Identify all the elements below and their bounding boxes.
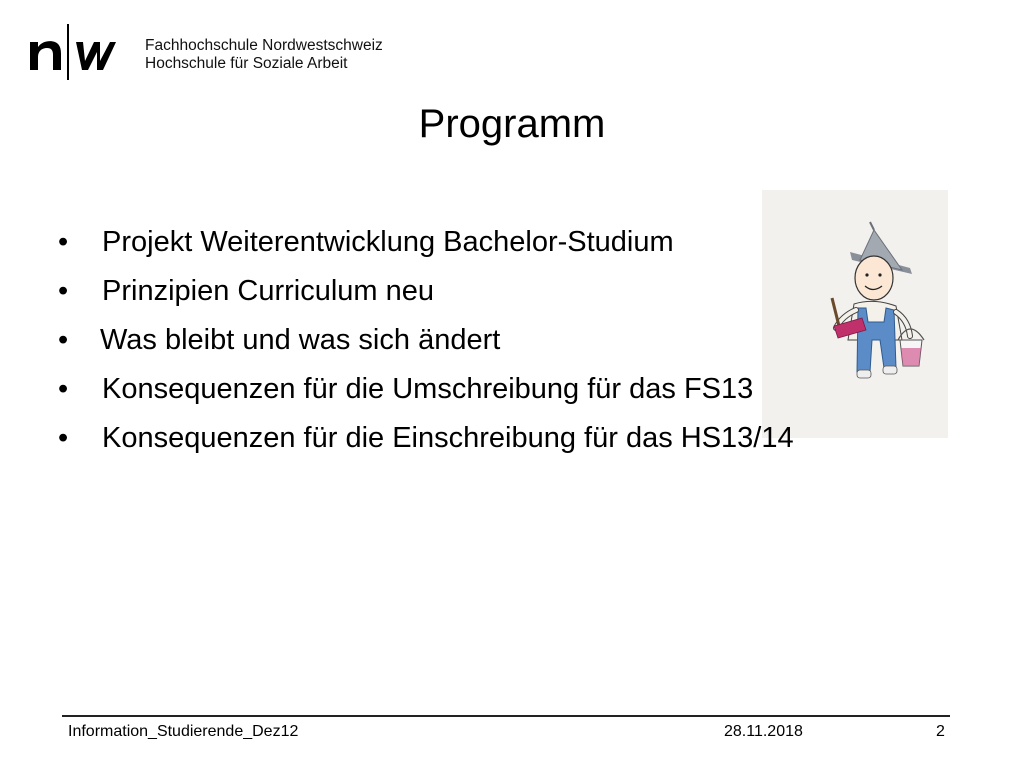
footer-divider — [62, 715, 950, 717]
institution-line-2: Hochschule für Soziale Arbeit — [145, 55, 348, 72]
bullet-marker: • — [58, 422, 69, 454]
footer-page-number: 2 — [936, 723, 945, 740]
bullet-text: Projekt Weiterentwicklung Bachelor-Studium — [102, 226, 674, 258]
bullet-text: Was bleibt und was sich ändert — [100, 324, 501, 356]
footer-date: 28.11.2018 — [724, 723, 803, 740]
bullet-marker: • — [58, 275, 69, 307]
bullet-marker: • — [58, 373, 69, 405]
slide-title: Programm — [418, 102, 606, 146]
painter-illustration — [762, 190, 948, 438]
fhnw-logo — [26, 20, 136, 82]
institution-name — [145, 37, 383, 73]
bullet-text: Prinzipien Curriculum neu — [102, 275, 435, 307]
bullet-marker: • — [58, 324, 69, 356]
footer-document-name: Information_Studierende_Dez12 — [68, 723, 299, 740]
bullet-text: Konsequenzen für die Umschreibung für das FS13 — [102, 373, 754, 405]
bullet-text: Konsequenzen für die Einschreibung für das HS13/14 — [102, 422, 794, 454]
institution-line-1: Fachhochschule Nordwestschweiz — [145, 37, 383, 54]
bullet-marker: • — [58, 226, 69, 258]
